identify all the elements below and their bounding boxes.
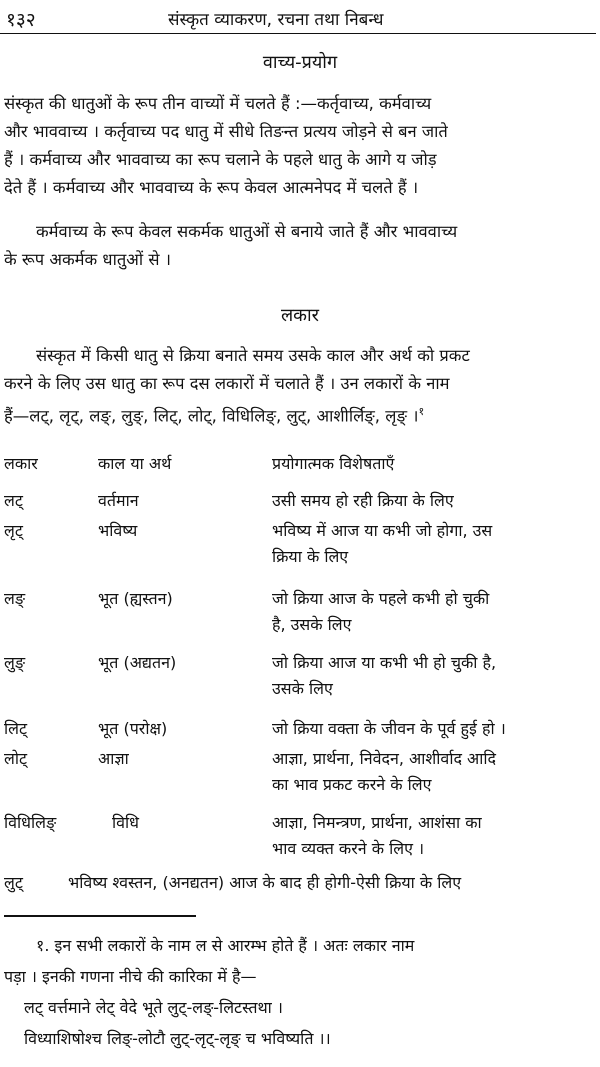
footnote-line: १. इन सभी लकारों के नाम ल से आरम्भ होते हैं । अतः लकार नाम (36, 936, 415, 955)
kaal-cell: आज्ञा (98, 749, 129, 768)
kaal-cell: भविष्य (98, 521, 138, 540)
prayog-line: जो क्रिया आज या कभी भी हो चुकी है, (272, 653, 497, 672)
prayog-cell (272, 746, 496, 798)
paragraph-line: देते हैं । कर्मवाच्य और भाववाच्य के रूप केवल आत्मनेपद में चलते हैं । (4, 178, 419, 197)
kaal-cell: भूत (अद्यतन) (98, 653, 177, 672)
paragraph-vachya-intro (4, 90, 596, 202)
paragraph-line: करने के लिए उस धातु का रूप दस लकारों में चलाते हैं । उन लकारों के नाम (4, 374, 450, 393)
paragraph-karmavachya (4, 218, 596, 274)
table-row-last (4, 870, 600, 896)
lakar-cell: लृट् (4, 521, 23, 540)
prayog-cell (272, 650, 496, 702)
kaal-prayog-cell: भविष्य श्वस्तन, (अनद्यतन) आज के बाद ही होगी-ऐसी क्रिया के लिए (68, 873, 462, 892)
prayog-cell (272, 586, 489, 638)
paragraph-line: हैं । कर्मवाच्य और भाववाच्य का रूप चलाने के पहले धातु के आगे य जोड़ (4, 150, 437, 169)
lakar-cell: लुट् (4, 873, 23, 892)
prayog-line: है, उसके लिए (272, 615, 352, 634)
section-heading-vachya-prayog: वाच्य-प्रयोग (262, 52, 338, 73)
lakar-cell: लङ् (4, 589, 26, 608)
prayog-cell (272, 488, 454, 514)
footnote-rule (4, 915, 196, 917)
lakar-cell: विधिलिङ् (4, 813, 57, 832)
kaal-cell: वर्तमान (98, 491, 139, 510)
footnote-line: पड़ा । इनकी गणना नीचे की कारिका में है— (4, 967, 257, 986)
page-number: १३२ (6, 9, 36, 31)
prayog-line: आज्ञा, निमन्त्रण, प्रार्थना, आशंसा का (272, 813, 482, 832)
running-title: संस्कृत व्याकरण, रचना तथा निबन्ध (168, 10, 384, 30)
prayog-line: जो क्रिया वक्ता के जीवन के पूर्व हुई हो । (272, 719, 506, 738)
prayog-line: जो क्रिया आज के पहले कभी हो चुकी (272, 589, 490, 608)
kaal-cell: भूत (ह्यस्तन) (98, 589, 173, 608)
footnote-marker: १ (418, 405, 425, 418)
prayog-line: क्रिया के लिए (272, 547, 349, 566)
lakar-cell: लुङ् (4, 653, 26, 672)
prayog-line: उसके लिए (272, 679, 333, 698)
kaal-cell: विधि (112, 813, 140, 832)
paragraph-line: संस्कृत की धातुओं के रूप तीन वाच्यों में चलते हैं :—कर्तृवाच्य, कर्मवाच्य (4, 94, 432, 113)
column-header-lakar: लकार (4, 454, 38, 473)
lakar-table-header (0, 452, 600, 478)
prayog-cell (272, 518, 492, 570)
prayog-cell (272, 716, 506, 742)
kaal-cell: भूत (परोक्ष) (98, 719, 168, 738)
prayog-line: भाव व्यक्त करने के लिए । (272, 839, 425, 858)
paragraph-line: के रूप अकर्मक धातुओं से । (4, 250, 172, 269)
paragraph-line-text: हैं—लट्, लृट्, लङ्, लुङ्, लिट्, लोट्, विधिलिङ्, लुट्, आशीर्लिङ्, लृङ् । (4, 406, 419, 426)
running-head (0, 6, 600, 32)
prayog-line: भविष्य में आज या कभी जो होगा, उस (272, 521, 493, 540)
paragraph-line (4, 398, 596, 431)
section-heading-lakar: लकार (280, 305, 320, 326)
paragraph-line: कर्मवाच्य के रूप केवल सकर्मक धातुओं से बनाये जाते हैं और भाववाच्य (36, 222, 458, 241)
header-rule (0, 33, 596, 34)
prayog-line: का भाव प्रकट करने के लिए (272, 775, 432, 794)
lakar-cell: लोट् (4, 749, 28, 768)
paragraph-lakar-intro (4, 342, 596, 431)
verse-line: विध्याशिषोश्च लिङ्-लोटौ लुट्-लृट्-लृङ् च भविष्यति ।। (24, 1029, 331, 1048)
verse-line: लट् वर्त्तमाने लेट् वेदे भूते लुट्-लङ्-लिटस्तथा । (24, 998, 283, 1017)
prayog-line: उसी समय हो रही क्रिया के लिए (272, 491, 454, 510)
paragraph-line: संस्कृत में किसी धातु से क्रिया बनाते समय उसके काल और अर्थ को प्रकट (36, 346, 470, 365)
lakar-cell: लट् (4, 491, 23, 510)
column-header-kaal: काल या अर्थ (98, 454, 172, 473)
paragraph-line: और भाववाच्य । कर्तृवाच्य पद धातु में सीधे तिङन्त प्रत्यय जोड़ने से बन जाते (4, 122, 448, 141)
prayog-cell (272, 810, 482, 862)
footnote (4, 930, 596, 1054)
lakar-cell: लिट् (4, 719, 28, 738)
column-header-prayog: प्रयोगात्मक विशेषताएँ (272, 454, 395, 473)
prayog-line: आज्ञा, प्रार्थना, निवेदन, आशीर्वाद आदि (272, 749, 497, 768)
